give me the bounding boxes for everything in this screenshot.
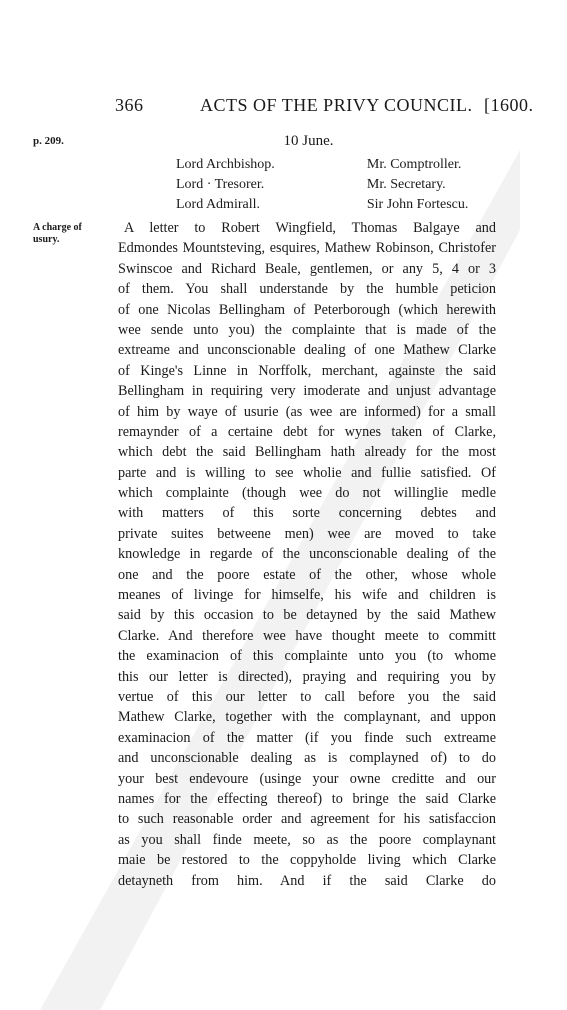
text-line: Mathew Clarke, together with the complaynant, and uppon	[118, 709, 496, 726]
text-line: Swinscoe and Richard Beale, gentlemen, or any 5, 4 or 3	[118, 260, 496, 277]
text-line: which complainte (though wee do not willinglie medle	[118, 485, 496, 502]
text-line: of one Nicolas Bellingham of Peterborough (which herewith	[118, 301, 496, 318]
text-line: which debt the said Bellingham hath already for the most	[118, 444, 496, 461]
text-line: meanes of livinge for himselfe, his wife and children is	[118, 587, 496, 604]
text-line: Edmondes Mountsteving, esquires, Mathew Robinson, Christofer	[118, 240, 496, 257]
attendees-row	[176, 195, 516, 215]
attendee: Lord · Tresorer.	[176, 177, 265, 192]
text-line: of Kinge's Linne in Norffolk, merchant, againste the said	[118, 362, 496, 379]
text-line: parte and is willing to see wholie and fullie satisfied. Of	[118, 464, 496, 481]
attendees-list	[176, 155, 516, 215]
attendees-row	[176, 155, 516, 175]
running-year: [1600.	[484, 95, 534, 115]
attendee: Lord Archbishop.	[176, 157, 275, 172]
running-head	[0, 95, 567, 119]
attendee: Mr. Comptroller.	[366, 157, 462, 172]
text-line: one and the poore estate of the other, whose whole	[118, 566, 496, 583]
text-line: the examinacion of this complainte unto you (to whome	[118, 648, 496, 665]
page-number: 366	[115, 95, 144, 115]
text-line: said by this occasion to be detayned by the said Mathew	[118, 607, 496, 624]
text-line: as you shall finde meete, so as the poore complaynant	[118, 831, 496, 848]
entry-date: 10 June.	[283, 133, 334, 149]
attendee: Mr. Secretary.	[366, 177, 446, 192]
text-line: your best endevoure (usinge your owne creditte and our	[118, 770, 496, 787]
text-line: with matters of this sorte concerning debtes and	[118, 505, 496, 522]
margin-note: A charge of usury.	[33, 222, 82, 245]
text-line: to such reasonable order and agreement for his satisfaccion	[118, 811, 496, 828]
attendees-row	[176, 175, 516, 195]
text-line: remaynder of a certaine debt for wynes taken of Clarke,	[118, 423, 496, 440]
text-line: knowledge in regarde of the unconscionable dealing of the	[118, 546, 496, 563]
attendee: Sir John Fortescu.	[366, 197, 469, 212]
text-line: maie be restored to the coppyholde living which Clarke	[118, 852, 496, 869]
text-line: examinacion of the matter (if you finde such extreame	[118, 729, 496, 746]
text-line: extreame and unconscionable dealing of one Mathew Clarke	[118, 342, 496, 359]
text-line: of them. You shall understande by the humble peticion	[118, 281, 496, 298]
text-line: of him by waye of usurie (as wee are informed) for a small	[118, 403, 496, 420]
text-line: vertue of this our letter to call before you the said	[118, 688, 496, 705]
letter-body	[118, 218, 496, 891]
text-line: this our letter is directed), praying and requiring you by	[118, 668, 496, 685]
text-line: detayneth from him. And if the said Clarke do	[118, 872, 496, 889]
text-line: wee sende unto you) the complainte that is made of the	[118, 321, 496, 338]
source-page-marker: p. 209.	[33, 135, 64, 147]
attendee: Lord Admirall.	[176, 197, 260, 212]
text-line: and unconscionable dealing as is complayned of) to do	[118, 750, 496, 767]
text-line: Bellingham in requiring very imoderate and unjust advantage	[118, 383, 496, 400]
text-line: Clarke. And therefore wee have thought meete to committ	[118, 627, 496, 644]
text-line: private suites betweene men) wee are moved to take	[118, 525, 496, 542]
running-title: ACTS OF THE PRIVY COUNCIL.	[200, 95, 473, 115]
text-line: A letter to Robert Wingfield, Thomas Balgaye and	[124, 220, 496, 236]
text-line: names for the effecting thereof) to bringe the said Clarke	[118, 790, 496, 807]
